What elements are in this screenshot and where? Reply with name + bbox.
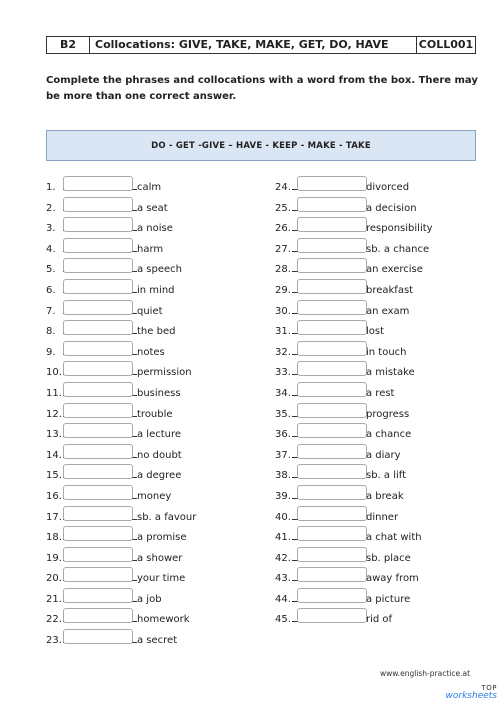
collocation-word: responsibility [366,223,433,235]
website-footer: www.english-practice.at [380,669,471,678]
collocation-word: a chance [366,429,412,441]
collocation-word: an exam [366,305,410,317]
item-number: 39. [275,490,291,502]
collocation-word: a lecture [137,429,182,441]
answer-input[interactable] [63,320,133,335]
collocation-word: the bed [137,326,176,338]
collocation-word: a mistake [366,367,415,379]
answer-input[interactable] [63,629,133,644]
collocation-word: permission [137,367,192,379]
logo-bottom-text: worksheets [445,691,497,701]
answer-input[interactable] [63,361,133,376]
word-box: DO - GET -GIVE – HAVE - KEEP - MAKE - TAKE [46,130,476,161]
item-number: 43. [275,573,291,585]
collocation-word: no doubt [137,449,182,461]
answer-input[interactable] [297,176,367,191]
collocation-word: trouble [137,408,173,420]
answer-input[interactable] [63,176,133,191]
answer-input[interactable] [297,217,367,232]
collocation-word: a speech [137,264,183,276]
answer-input[interactable] [297,423,367,438]
answer-input[interactable] [297,464,367,479]
answer-input[interactable] [63,506,133,521]
collocation-word: a secret [137,635,178,647]
collocation-word: divorced [366,182,410,193]
item-number: 42. [275,552,291,564]
collocation-word: money [137,490,172,502]
item-number: 13. [46,429,62,441]
collocation-word: calm [137,182,162,193]
answer-input[interactable] [297,341,367,356]
answer-input[interactable] [297,588,367,603]
instructions: Complete the phrases and collocations with a word from the box. There may be more than one correct answer. [46,75,478,102]
item-number: 8. [46,326,56,338]
item-number: 10. [46,367,62,379]
item-number: 22. [46,614,62,626]
item-number: 25. [275,202,291,214]
collocation-word: your time [137,573,186,585]
item-number: 37. [275,449,291,461]
answer-input[interactable] [297,506,367,521]
answer-input[interactable] [297,361,367,376]
item-number: 4. [46,243,56,255]
item-number: 19. [46,552,62,564]
item-number: 45. [275,614,291,626]
item-number: 36. [275,429,291,441]
collocation-word: rid of [366,614,393,626]
item-number: 24. [275,182,291,193]
answer-input[interactable] [63,238,133,253]
collocation-word: notes [137,346,165,358]
item-number: 32. [275,346,291,358]
collocation-word: a decision [366,202,417,214]
item-number: 30. [275,305,291,317]
collocation-word: in mind [137,284,175,296]
answer-input[interactable] [297,300,367,315]
answer-input[interactable] [297,403,367,418]
item-number: 44. [275,593,291,605]
item-number: 14. [46,449,62,461]
answer-input[interactable] [297,526,367,541]
collocation-word: away from [366,573,419,585]
answer-input[interactable] [63,423,133,438]
item-number: 35. [275,408,291,420]
item-number: 6. [46,284,56,296]
collocation-word: a seat [137,202,168,214]
collocation-word: in touch [366,346,407,358]
item-number: 17. [46,511,62,523]
answer-input[interactable] [63,547,133,562]
answer-input[interactable] [63,526,133,541]
item-number: 2. [46,202,56,214]
item-number: 12. [46,408,62,420]
answer-input[interactable] [297,567,367,582]
level-label: B2 [47,37,90,53]
item-number: 11. [46,387,62,399]
collocation-word: progress [366,408,410,420]
answer-input[interactable] [63,382,133,397]
answer-input[interactable] [297,238,367,253]
collocation-word: lost [366,326,385,338]
answer-input[interactable] [63,464,133,479]
item-number: 9. [46,346,56,358]
collocation-word: a noise [137,223,173,235]
collocation-word: sb. a lift [366,470,407,482]
item-number: 23. [46,635,62,647]
item-number: 31. [275,326,291,338]
item-number: 29. [275,284,291,296]
collocation-word: a chat with [366,532,422,544]
answer-input[interactable] [63,217,133,232]
collocation-word: sb. place [366,552,411,564]
answer-input[interactable] [297,547,367,562]
worksheet-title: Collocations: GIVE, TAKE, MAKE, GET, DO, HAVE [90,37,417,53]
collocation-word: an exercise [366,264,423,276]
logo-top-text: TOP [481,684,497,692]
item-number: 15. [46,470,62,482]
topworksheets-logo [437,684,497,701]
item-number: 38. [275,470,291,482]
item-number: 1. [46,182,56,193]
collocation-word: business [137,387,181,399]
collocation-word: quiet [137,305,163,317]
answer-input[interactable] [297,444,367,459]
answer-input[interactable] [297,320,367,335]
item-number: 21. [46,593,62,605]
item-number: 28. [275,264,291,276]
collocation-word: a rest [366,387,395,399]
collocation-word: a promise [137,532,187,544]
collocation-word: breakfast [366,284,414,296]
collocation-word: dinner [366,511,399,523]
item-number: 26. [275,223,291,235]
answer-input[interactable] [297,382,367,397]
worksheet-header [46,36,476,54]
collocation-word: a picture [366,593,411,605]
collocation-word: sb. a chance [366,243,430,255]
answer-input[interactable] [63,197,133,212]
item-number: 7. [46,305,56,317]
collocation-word: homework [137,614,190,626]
answer-input[interactable] [63,258,133,273]
collocation-word: harm [137,243,164,255]
collocation-word: sb. a favour [137,511,197,523]
worksheet-code: COLL001 [418,38,474,51]
item-number: 40. [275,511,291,523]
answer-input[interactable] [63,300,133,315]
collocation-word: a shower [137,552,183,564]
collocation-word: a diary [366,449,401,461]
answer-input[interactable] [297,197,367,212]
answer-input[interactable] [63,403,133,418]
answer-input[interactable] [297,485,367,500]
item-number: 33. [275,367,291,379]
answer-input[interactable] [63,485,133,500]
answer-input[interactable] [63,588,133,603]
item-number: 18. [46,532,62,544]
collocation-word: a degree [137,470,182,482]
answer-input[interactable] [63,341,133,356]
item-number: 5. [46,264,56,276]
item-number: 34. [275,387,291,399]
answer-input[interactable] [63,279,133,294]
answer-input[interactable] [297,279,367,294]
item-number: 20. [46,573,62,585]
answer-input[interactable] [63,567,133,582]
answer-input[interactable] [63,608,133,623]
item-number: 16. [46,490,62,502]
item-number: 27. [275,243,291,255]
collocation-word: a break [366,490,404,502]
item-number: 3. [46,223,56,235]
answer-input[interactable] [63,444,133,459]
answer-input[interactable] [297,258,367,273]
collocation-word: a job [137,593,162,605]
answer-input[interactable] [297,608,367,623]
item-number: 41. [275,532,291,544]
